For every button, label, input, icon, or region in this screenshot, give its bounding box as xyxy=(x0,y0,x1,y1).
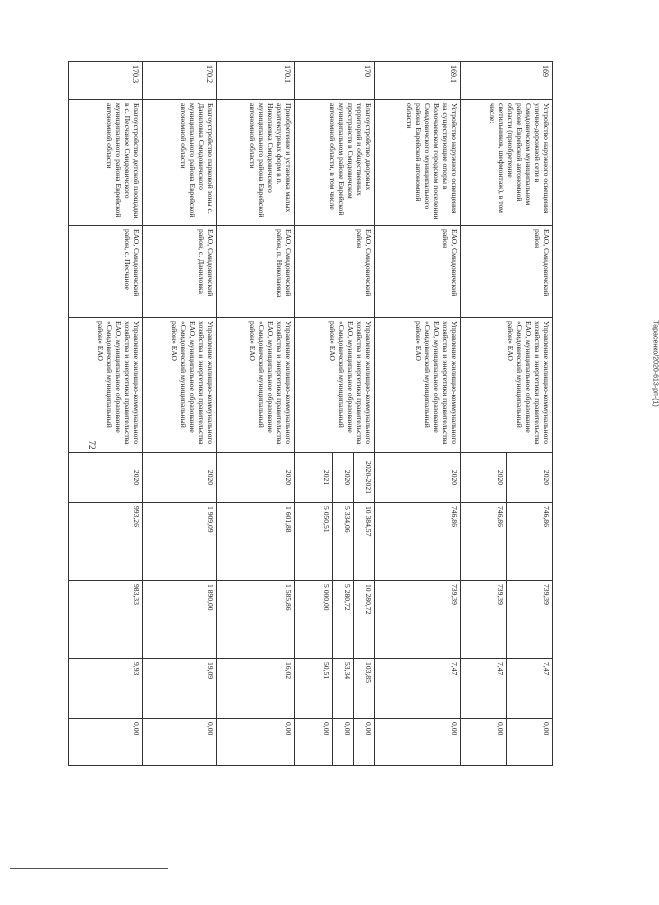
amount-col-1: 1 585,86 xyxy=(217,581,295,659)
row-number: 170.3 xyxy=(69,62,143,100)
amount-col-2: 103,85 xyxy=(354,659,375,719)
amount-col-3: 0,00 xyxy=(69,719,143,766)
year: 2021 xyxy=(295,453,333,503)
amount-col-1: 983,33 xyxy=(69,581,143,659)
total-amount: 1 909,09 xyxy=(143,503,217,581)
amount-col-3: 0,00 xyxy=(295,719,333,766)
year: 2020 xyxy=(143,453,217,503)
amount-col-2: 7,47 xyxy=(375,659,461,719)
row-number: 169 xyxy=(461,62,553,100)
amount-col-1: 739,39 xyxy=(507,581,553,659)
amount-col-2: 7,47 xyxy=(507,659,553,719)
document-code: Тарасенко/2020-613-рп-(1) xyxy=(651,320,659,407)
activity-name: Благоустройство дворовых территорий и общественных пространств в Смидовичском муниципальном районе Еврейской автономной области, в том числе xyxy=(295,100,375,226)
amount-col-2: 16,02 xyxy=(217,659,295,719)
executor: Управление жилищно-коммунального хозяйства и энергетики правительства ЕАО, муниципальное образование «Смидовичский муниципальный район» ЕАО xyxy=(295,318,375,453)
location: ЕАО, Смидовичский район xyxy=(461,226,553,318)
executor: Управление жилищно-коммунального хозяйства и энергетики правительства ЕАО, муниципальное образование «Смидовичский муниципальный район» ЕАО xyxy=(375,318,461,453)
activity-name: Благоустройство парковой зоны с. Даниловка Смидовичского муниципального района Еврейской автономной области xyxy=(143,100,217,226)
year: 2020-2021 xyxy=(354,453,375,503)
amount-col-3: 0,00 xyxy=(354,719,375,766)
total-amount: 746,86 xyxy=(507,503,553,581)
amount-col-2: 53,34 xyxy=(333,659,354,719)
amount-col-2: 7,47 xyxy=(461,659,507,719)
activity-name: Благоустройство детской площадки в с. Песчаное Смидовичского муниципального района Еврейской автономной области xyxy=(69,100,143,226)
table-row xyxy=(507,62,553,766)
amount-col-3: 0,00 xyxy=(461,719,507,766)
table-row xyxy=(143,62,217,766)
table-row xyxy=(354,62,375,766)
year: 2020 xyxy=(375,453,461,503)
table-row xyxy=(217,62,295,766)
year: 2020 xyxy=(333,453,354,503)
location: ЕАО, Смидовичский район xyxy=(375,226,461,318)
activity-name: Устройство наружного освещения улично-дорожной сети в Смидовичском муниципальном районе Еврейской автономной области (приобретение светильников, шефмонтаж), в том числе: xyxy=(461,100,553,226)
amount-col-2: 19,09 xyxy=(143,659,217,719)
program-table xyxy=(68,61,553,766)
location: ЕАО, Смидовичский район xyxy=(295,226,375,318)
row-number: 170.2 xyxy=(143,62,217,100)
table-frame xyxy=(69,61,553,765)
table-row xyxy=(375,62,461,766)
total-amount: 1 601,88 xyxy=(217,503,295,581)
footer-rule xyxy=(10,868,168,869)
amount-col-3: 0,00 xyxy=(143,719,217,766)
year: 2020 xyxy=(507,453,553,503)
amount-col-1: 1 890,00 xyxy=(143,581,217,659)
table-row xyxy=(69,62,143,766)
executor: Управление жилищно-коммунального хозяйства и энергетики правительства ЕАО, муниципальное образование «Смидовичский муниципальный район» ЕАО xyxy=(461,318,553,453)
total-amount: 993,26 xyxy=(69,503,143,581)
year: 2020 xyxy=(69,453,143,503)
executor: Управление жилищно-коммунального хозяйства и энергетики правительства ЕАО, муниципальное образование «Смидовичский муниципальный район» ЕАО xyxy=(143,318,217,453)
total-amount: 746,86 xyxy=(461,503,507,581)
rotated-table-container xyxy=(69,61,553,765)
amount-col-3: 0,00 xyxy=(507,719,553,766)
amount-col-3: 0,00 xyxy=(217,719,295,766)
page-number: 72 xyxy=(87,440,97,450)
amount-col-1: 5 280,72 xyxy=(333,581,354,659)
total-amount: 746,86 xyxy=(375,503,461,581)
year: 2020 xyxy=(461,453,507,503)
location: ЕАО, Смидовичский район, с. Песчаное xyxy=(69,226,143,318)
amount-col-1: 739,39 xyxy=(461,581,507,659)
amount-col-1: 5 000,00 xyxy=(295,581,333,659)
activity-name: Приобретение и установка малых архитектурных форм в п. Николаевка Смидовичского муниципального района Еврейской автономной области xyxy=(217,100,295,226)
executor: Управление жилищно-коммунального хозяйства и энергетики правительства ЕАО, муниципальное образование «Смидовичский муниципальный район» ЕАО xyxy=(217,318,295,453)
activity-name: Устройство наружного освещения на существующие опоры в Волочаевском городском поселении Смидовичского муниципального района Еврейской автономной области xyxy=(375,100,461,226)
total-amount: 5 050,51 xyxy=(295,503,333,581)
amount-col-1: 739,39 xyxy=(375,581,461,659)
amount-col-3: 0,00 xyxy=(375,719,461,766)
location: ЕАО, Смидовичский район, с. Даниловка xyxy=(143,226,217,318)
amount-col-2: 9,93 xyxy=(69,659,143,719)
total-amount: 5 334,06 xyxy=(333,503,354,581)
year: 2020 xyxy=(217,453,295,503)
location: ЕАО, Смидовичский район, п. Николаевка xyxy=(217,226,295,318)
total-amount: 10 384,57 xyxy=(354,503,375,581)
executor: Управление жилищно-коммунального хозяйства и энергетики правительства ЕАО, муниципальное образование «Смидовичский муниципальный район» ЕАО xyxy=(69,318,143,453)
amount-col-2: 50,51 xyxy=(295,659,333,719)
amount-col-1: 10 280,72 xyxy=(354,581,375,659)
row-number: 170.1 xyxy=(217,62,295,100)
row-number: 170 xyxy=(295,62,375,100)
amount-col-3: 0,00 xyxy=(333,719,354,766)
row-number: 169.1 xyxy=(375,62,461,100)
